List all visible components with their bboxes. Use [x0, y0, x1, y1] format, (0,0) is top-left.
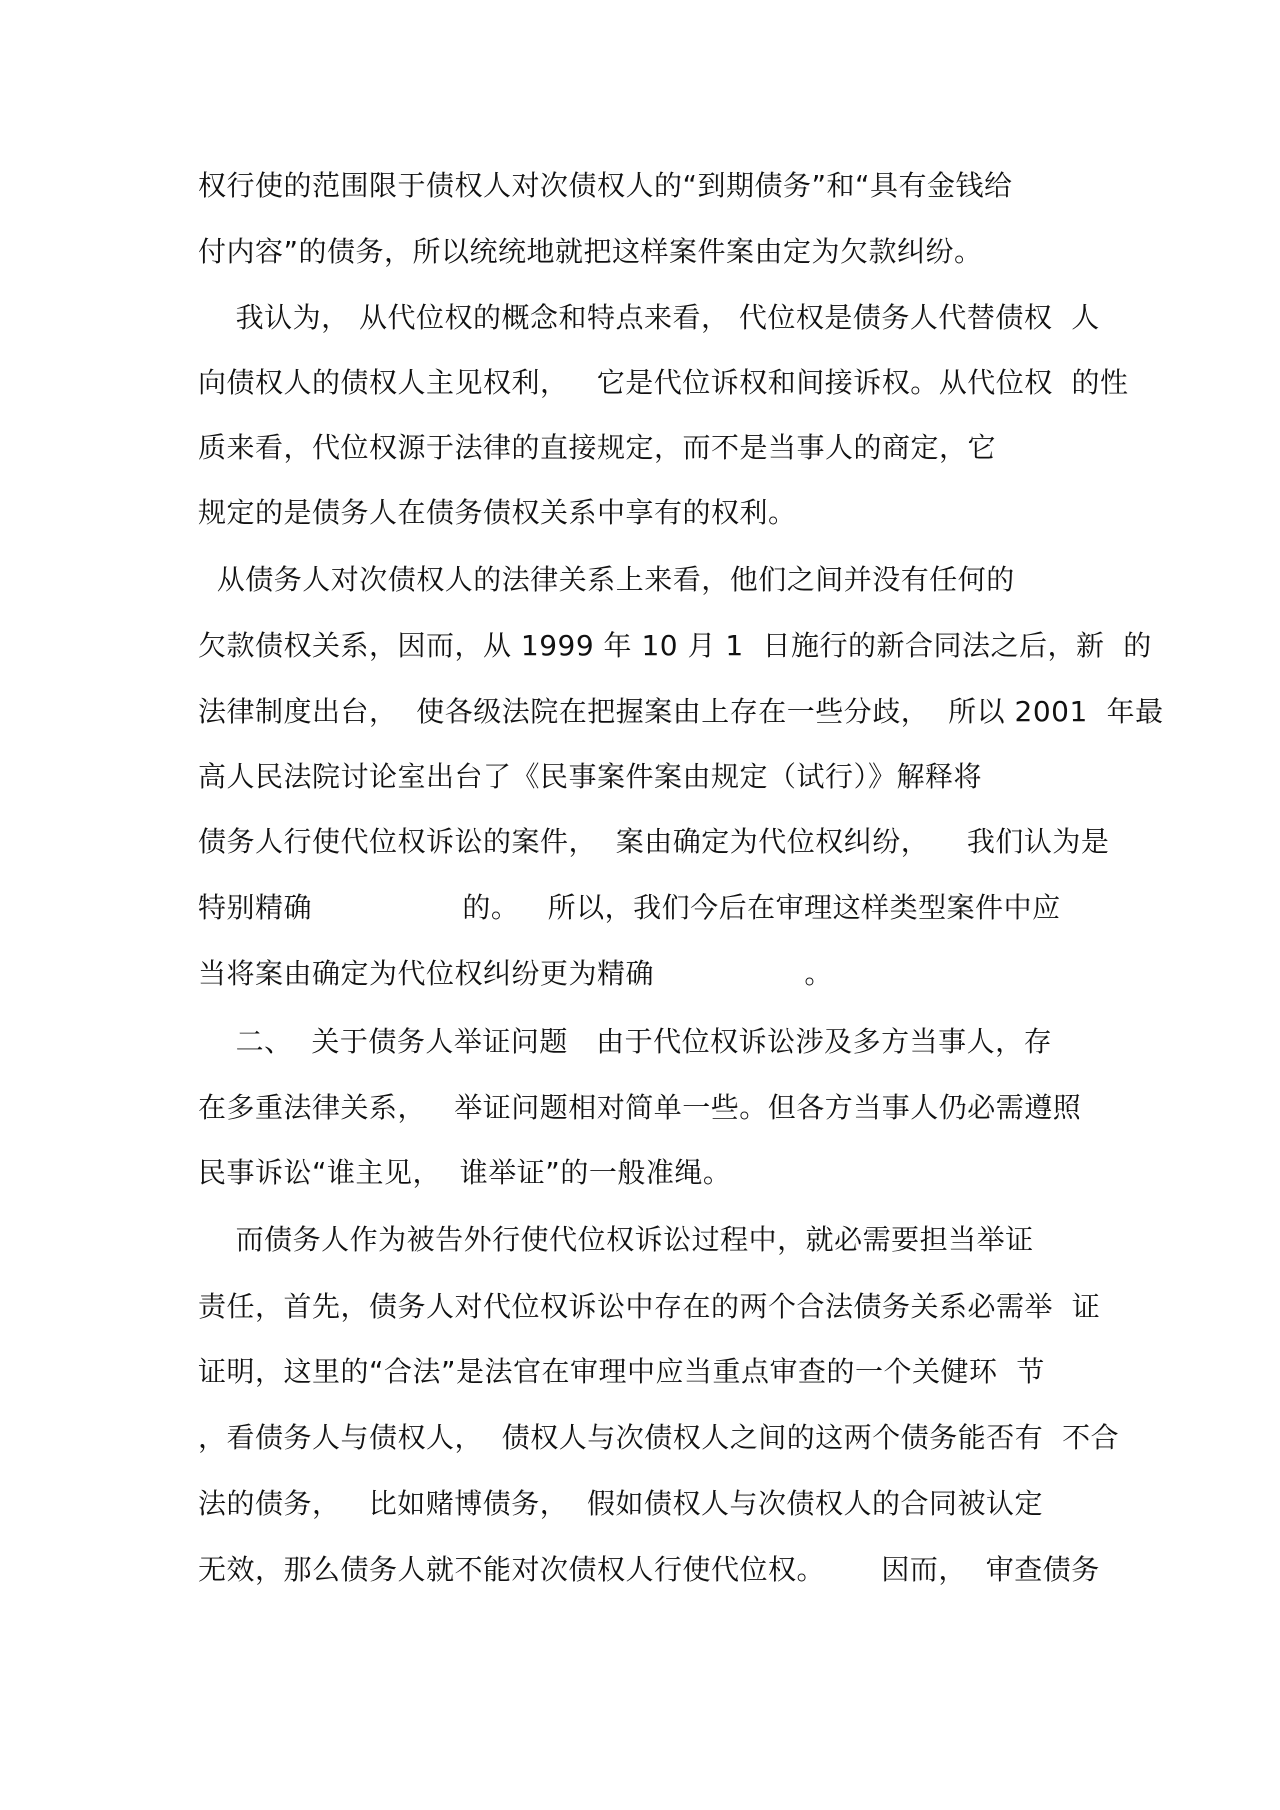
- text-line: 向债权人的债权人主见权利， 它是代位诉权和间接诉权。从代位权 的性: [198, 366, 1129, 399]
- text-line: 法的债务， 比如赌博债务， 假如债权人与次债权人的合同被认定: [198, 1487, 1044, 1520]
- text-line: ，看债务人与债权人， 债权人与次债权人之间的这两个债务能否有 不合: [198, 1421, 1120, 1454]
- text-line: 权行使的范围限于债权人对次债权人的“到期债务”和“具有金钱给: [198, 169, 1013, 202]
- text-line: 我认为， 从代位权的概念和特点来看， 代位权是债务人代替债权 人: [198, 301, 1100, 334]
- text-line: 规定的是债务人在债务债权关系中享有的权利。: [198, 496, 797, 529]
- text-line: 债务人行使代位权诉讼的案件， 案由确定为代位权纠纷， 我们认为是: [198, 825, 1110, 858]
- text-line: 高人民法院讨论室出台了《民事案件案由规定（试行）》解释将: [198, 760, 983, 793]
- text-line: 质来看，代位权源于法律的直接规定，而不是当事人的商定，它: [198, 431, 997, 464]
- text-line: 在多重法律关系， 举证问题相对简单一些。但各方当事人仍必需遵照: [198, 1091, 1082, 1124]
- text-line: 付内容”的债务，所以统统地就把这样案件案由定为欠款纠纷。: [198, 235, 983, 268]
- text-line: 证明，这里的“合法”是法官在审理中应当重点审查的一个关健环 节: [198, 1355, 1045, 1388]
- text-line: 从债务人对次债权人的法律关系上来看，他们之间并没有任何的: [198, 563, 1015, 596]
- text-line: 民事诉讼“谁主见， 谁举证”的一般准绳。: [198, 1156, 732, 1189]
- text-line: 法律制度出台， 使各级法院在把握案由上存在一些分歧， 所以 2001 年最: [198, 695, 1164, 728]
- text-line: 特别精确 的。 所以，我们今后在审理这样类型案件中应: [198, 891, 1061, 924]
- text-line: 当将案由确定为代位权纠纷更为精确 。: [198, 957, 833, 990]
- text-line: 二、 关于债务人举证问题 由于代位权诉讼涉及多方当事人，存: [198, 1025, 1053, 1058]
- text-line: 无效，那么债务人就不能对次债权人行使代位权。 因而， 审查债务: [198, 1553, 1100, 1586]
- text-line: 责任，首先，债务人对代位权诉讼中存在的两个合法债务关系必需举 证: [198, 1290, 1101, 1323]
- text-line: 而债务人作为被告外行使代位权诉讼过程中，就必需要担当举证: [198, 1223, 1034, 1256]
- text-line: 欠款债权关系，因而，从 1999 年 10 月 1 日施行的新合同法之后，新 的: [198, 629, 1152, 662]
